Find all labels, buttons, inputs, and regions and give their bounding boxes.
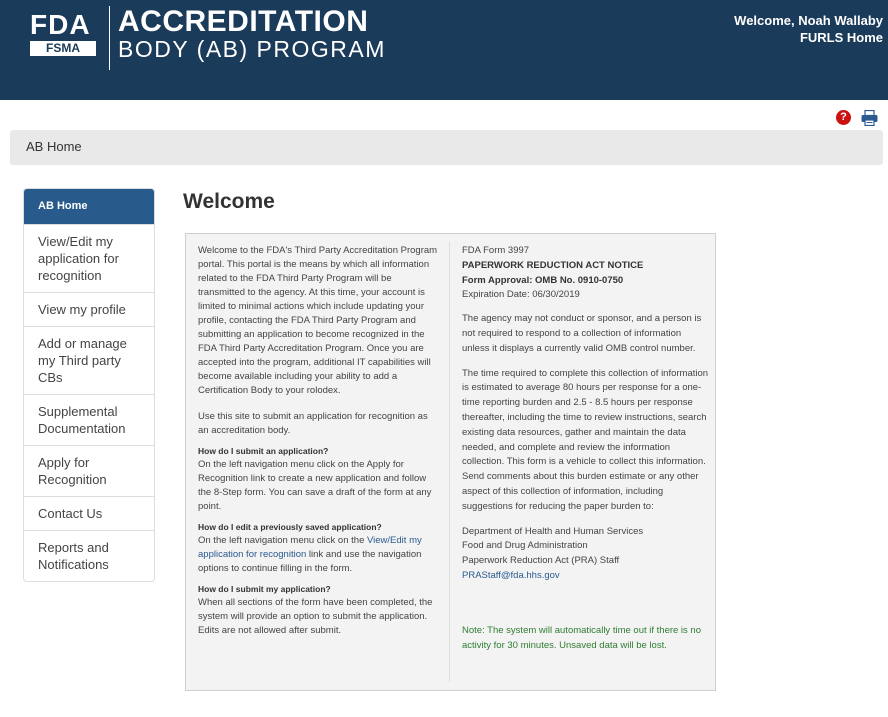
faq-answer-submit: On the left navigation menu click on the Apply for Recognition link to create a new application and follow the 8-Step form. You can save a draft of the form at any point. xyxy=(198,459,432,512)
address-line-3: Paperwork Reduction Act (PRA) Staff xyxy=(462,555,620,567)
logo-divider xyxy=(109,6,110,70)
sidebar-item-view-profile[interactable]: View my profile xyxy=(24,292,154,326)
column-divider xyxy=(449,242,450,682)
omb-approval: Form Approval: OMB No. 0910-0750 xyxy=(462,274,624,286)
sidebar-item-manage-third-party-cbs[interactable]: Add or manage my Third party CBs xyxy=(24,326,154,394)
faq-question-submit-application: How do I submit my application? xyxy=(198,584,331,594)
use-site-text: Use this site to submit an application for recognition as an accreditation body. xyxy=(198,411,428,436)
pra-paragraph-2: The time required to complete this collection of information is estimated to average 80 hours per response for a one-time reporting burden and 2.5 - 8.5 hours per response thereafter, including the time to review instructions, search existing data resources, gather and maintain the data needed, and complete and review the information collection. This form is a vehicle to collect this information. Send comments about this burden estimate or any other aspect of this collection of information, including suggestions for reducing the paper burden to: xyxy=(462,367,709,512)
breadcrumb xyxy=(10,130,883,165)
faq-answer-edit-pre: On the left navigation menu click on the xyxy=(198,535,367,546)
address-line-1: Department of Health and Human Services xyxy=(462,525,644,537)
form-number: FDA Form 3997 xyxy=(462,245,530,256)
intro-text: Welcome to the FDA's Third Party Accreditation Program portal. This portal is the means by which all information related to the FDA Third Party Program will be transmitted to the agency. At this time, your account is limited to minimal actions which include updating your profile, contacting the FDA Third Party Program and submitting an application to become recognized in the FDA Third Party Accreditation Program. Once you are accepted into the program, additional IT capabilities will become available including your ability to add a Certification Body to your rolodex. xyxy=(198,245,438,396)
sidebar-item-apply-for-recognition[interactable]: Apply for Recognition xyxy=(24,445,154,496)
sidebar-item-supplemental-documentation[interactable]: Supplemental Documentation xyxy=(24,394,154,445)
program-title-line2: BODY (AB) PROGRAM xyxy=(118,36,386,62)
sidebar-item-reports-notifications[interactable]: Reports and Notifications xyxy=(24,530,154,581)
sidebar-item-ab-home[interactable]: AB Home xyxy=(24,189,154,224)
faq-answer-edit-post: link and use the navigation options to continue filling in the form. xyxy=(198,549,422,574)
page-title: Welcome xyxy=(183,190,275,213)
logo-fsma-text: FSMA xyxy=(30,41,96,56)
print-icon[interactable] xyxy=(861,110,878,126)
timeout-note: Note: The system will automatically time out if there is no activity for 30 minutes. Unsaved data will be lost. xyxy=(462,624,702,651)
fda-fsma-logo[interactable] xyxy=(30,10,96,56)
site-header xyxy=(0,0,888,100)
faq-answer-edit xyxy=(198,534,438,576)
sidebar-nav xyxy=(23,188,155,582)
sidebar-item-view-edit-application[interactable]: View/Edit my application for recognition xyxy=(24,224,154,292)
pra-notice-column xyxy=(462,244,710,653)
faq-question-edit: How do I edit a previously saved application? xyxy=(198,522,382,532)
faq-answer-submit-application: When all sections of the form have been completed, the system will provide an option to submit the application. Edits are not allowed after submit. xyxy=(198,597,433,636)
pra-notice-heading: PAPERWORK REDUCTION ACT NOTICE xyxy=(462,259,644,271)
sidebar-item-contact-us[interactable]: Contact Us xyxy=(24,496,154,530)
breadcrumb-item-ab-home[interactable]: AB Home xyxy=(26,139,82,154)
pra-staff-email-link[interactable]: PRAStaff@fda.hhs.gov xyxy=(462,569,560,581)
instructions-column xyxy=(198,244,438,638)
pra-paragraph-1: The agency may not conduct or sponsor, and a person is not required to respond to a collection of information unless it displays a currently valid OMB control number. xyxy=(462,313,702,354)
address-line-2: Food and Drug Administration xyxy=(462,540,588,552)
help-icon[interactable]: ? xyxy=(836,110,851,125)
program-title-line1: ACCREDITATION xyxy=(118,5,369,38)
faq-question-submit: How do I submit an application? xyxy=(198,446,329,456)
furls-home-link[interactable]: FURLS Home xyxy=(799,30,883,45)
expiration-date: Expiration Date: 06/30/2019 xyxy=(462,289,580,301)
view-edit-application-link[interactable]: View/Edit my application for recognition xyxy=(198,535,422,560)
logo-fda-text: FDA xyxy=(30,9,91,40)
welcome-content-panel xyxy=(185,233,716,691)
welcome-user-text: Welcome, Noah Wallaby xyxy=(734,13,883,28)
